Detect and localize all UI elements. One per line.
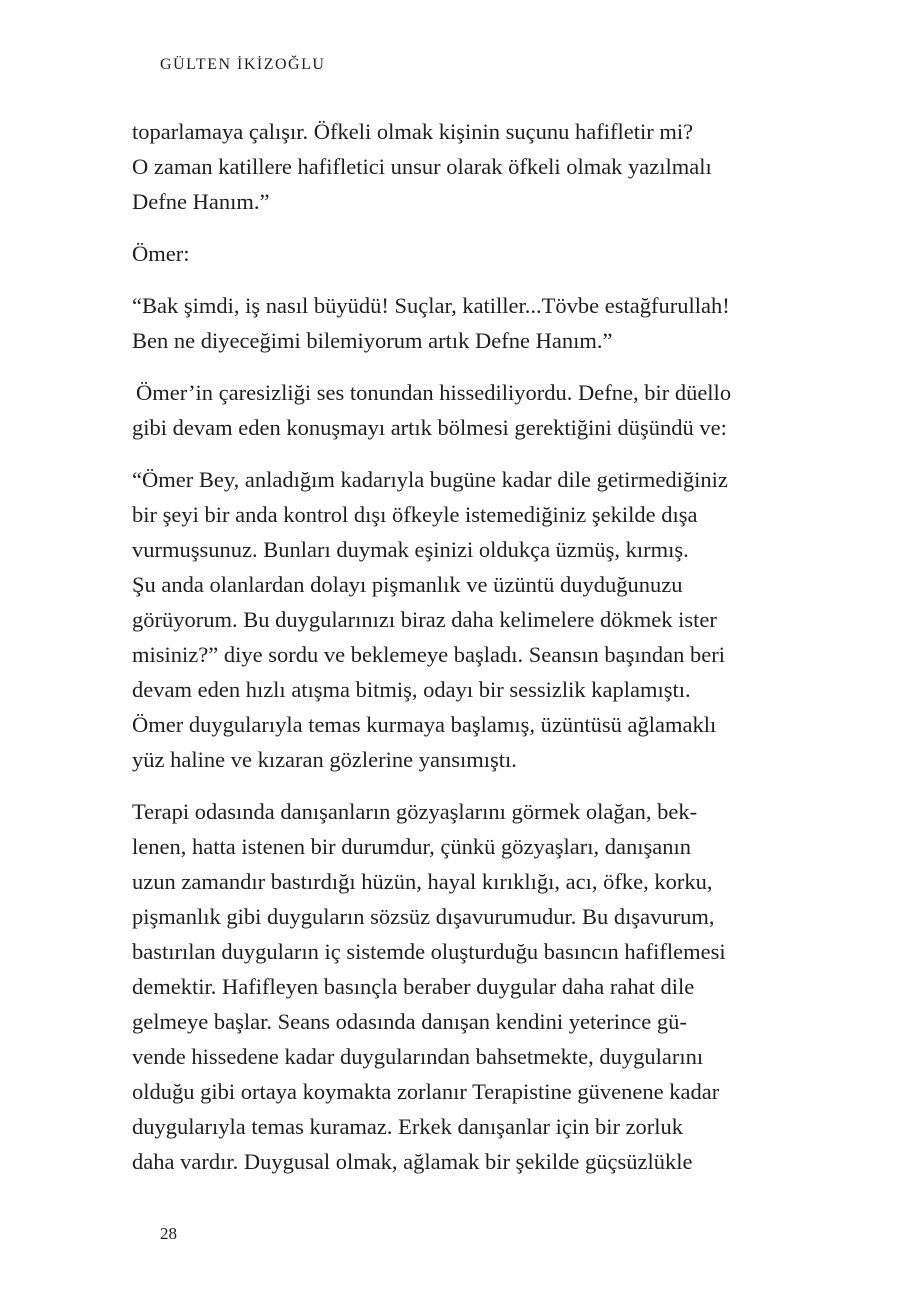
- running-header-author: GÜLTEN İKİZOĞLU: [160, 56, 326, 73]
- paragraph-6: Terapi odasında danışanların gözyaşlarını görmek olağan, bek- lenen, hatta istenen bir durumdur, çünkü gözyaşları, danışanın uzun zamandır bastırdığı hüzün, hayal kırıklığı, acı, öfke, korku, pişmanlık gibi duyguların sözsüz dışavurumudur. Bu dışavurum, bastırılan duyguların iç sistemde oluşturduğu basıncın hafiflemesi demektir. Hafifleyen basınçla beraber duygular daha rahat dile gelmeye başlar. Seans odasında danışan kendini yeterince gü- vende hissedene kadar duygularından bahsetmekte, duygularını olduğu gibi ortaya koymakta zorlanır Terapistine güvenene kadar duygularıyla temas kuramaz. Erkek danışanlar için bir zorluk daha vardır. Duygusal olmak, ağlamak bir şekilde güçsüzlükle: [132, 799, 726, 1174]
- paragraph-4: Ömer’in çaresizliği ses tonundan hissediliyordu. Defne, bir düello gibi devam eden konuşmayı artık bölmesi gerektiğini düşündü ve:: [132, 380, 732, 440]
- paragraph-1: toparlamaya çalışır. Öfkeli olmak kişinin suçunu hafifletir mi? O zaman katillere hafifletici unsur olarak öfkeli olmak yazılmalı Defne Hanım.”: [132, 119, 712, 214]
- paragraph-2: Ömer:: [132, 241, 190, 266]
- body-text: [132, 114, 772, 1196]
- page-number: 28: [160, 1224, 177, 1243]
- paragraph-3: “Bak şimdi, iş nasıl büyüdü! Suçlar, katiller...Tövbe estağfurullah! Ben ne diyeceğimi bilemiyorum artık Defne Hanım.”: [132, 293, 730, 353]
- paragraph-5: “Ömer Bey, anladığım kadarıyla bugüne kadar dile getirmediğiniz bir şeyi bir anda kontrol dışı öfkeyle istemediğiniz şekilde dışa vurmuşsunuz. Bunları duymak eşinizi oldukça üzmüş, kırmış. Şu anda olanlardan dolayı pişmanlık ve üzüntü duyduğunuzu görüyorum. Bu duygularınızı biraz daha kelimelere dökmek ister misiniz?” diye sordu ve beklemeye başladı. Seansın başından beri devam eden hızlı atışma bitmiş, odayı bir sessizlik kaplamıştı. Ömer duygularıyla temas kurmaya başlamış, üzüntüsü ağlamaklı yüz haline ve kızaran gözlerine yansımıştı.: [132, 467, 728, 772]
